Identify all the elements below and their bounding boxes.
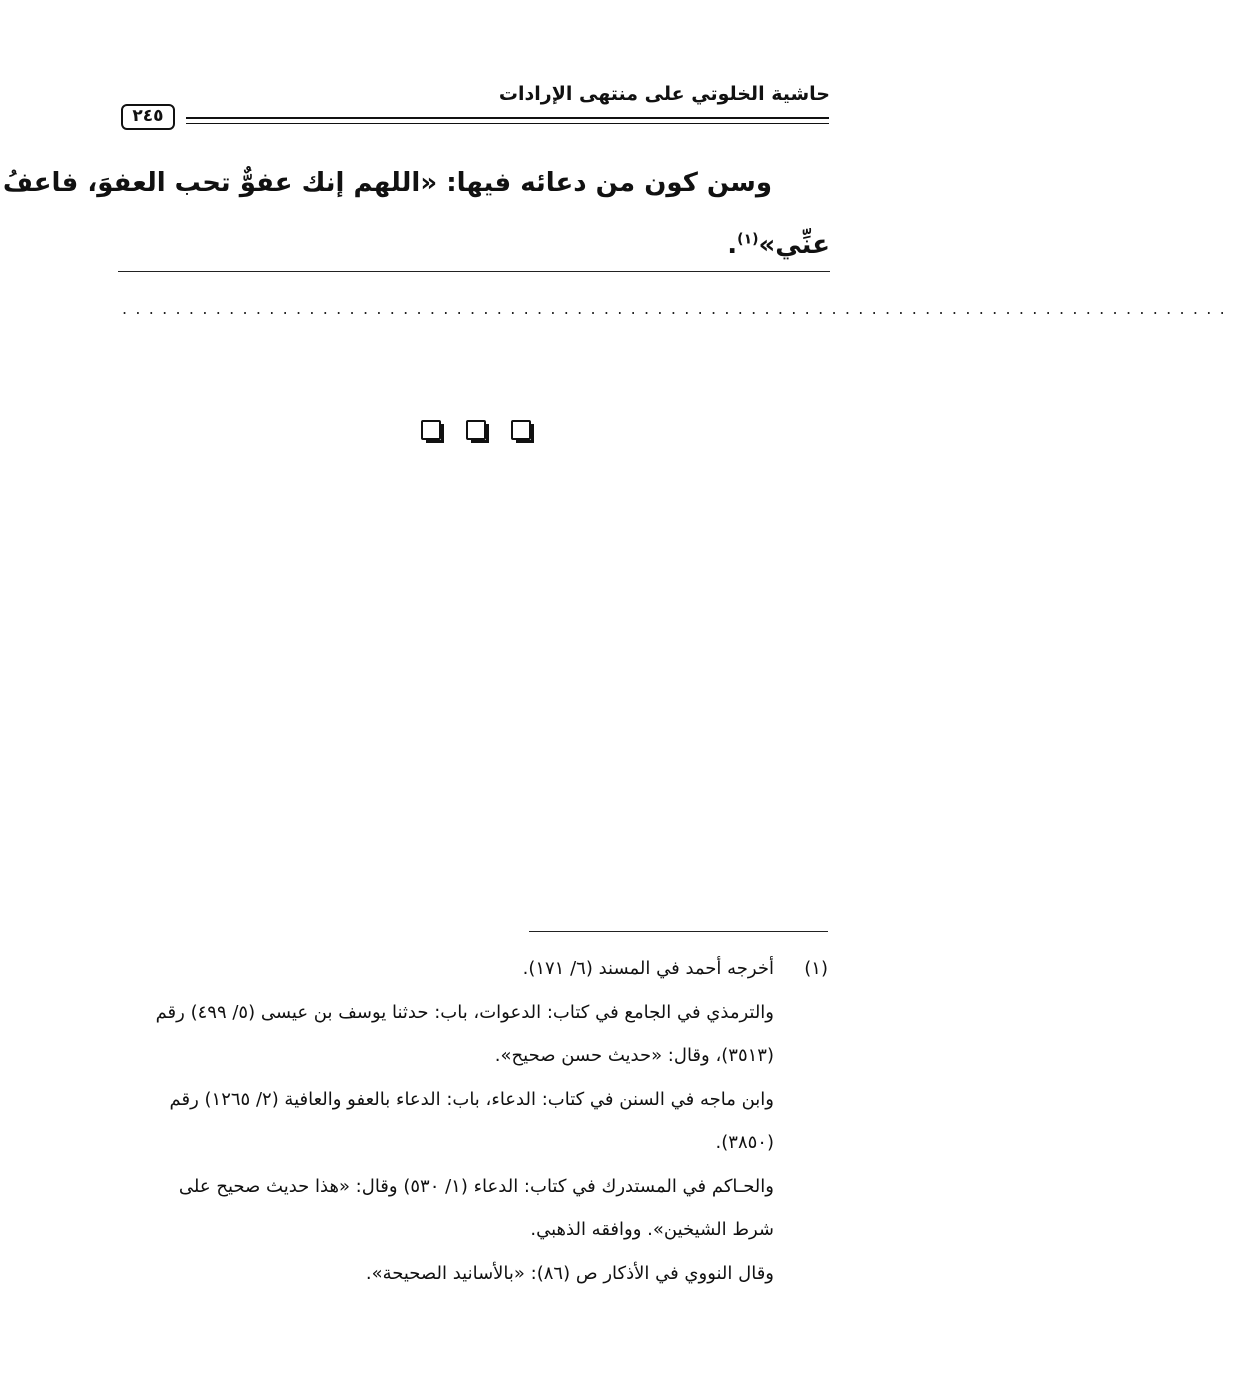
footnote-line: وابن ماجه في السنن في كتاب: الدعاء، باب: الدعاء بالعفو والعافية (٢/ ١٢٦٥) رقم (169, 1088, 774, 1110)
page-number: ٢٤٥ (121, 104, 175, 130)
footnote-marker[interactable]: (١) (737, 231, 759, 248)
footnotes (112, 947, 828, 1295)
dotted-separator: ................................................................................... (122, 299, 1233, 318)
footnote-line: أخرجه أحمد في المسند (٦/ ١٧١). (522, 958, 774, 979)
footnote-line: (٣٨٥٠). (715, 1132, 774, 1153)
body-rule (118, 271, 830, 272)
ornament-square-icon (421, 420, 441, 440)
section-end-ornament (421, 418, 531, 442)
footnote-line: والترمذي في الجامع في كتاب: الدعوات، باب: حدثنا يوسف بن عيسى (٥/ ٤٩٩) رقم (155, 1001, 774, 1023)
main-text-line-2 (110, 214, 830, 276)
ornament-square-icon (466, 420, 486, 440)
footnote-line: وقال النووي في الأذكار ص (٨٦): «بالأسانيد الصحيحة». (365, 1262, 774, 1284)
main-text-line-2-end: . (727, 230, 738, 260)
main-text (2, 152, 830, 276)
footnote-line: والحـاكم في المستدرك في كتاب: الدعاء (١/ ٥٣٠) وقال: «هذا حديث صحيح على (178, 1175, 774, 1197)
footnote-rule (529, 931, 828, 932)
main-text-line-2-text: عنِّي» (758, 230, 830, 260)
footnote-number: (١) (804, 958, 828, 979)
footnote-row (112, 947, 828, 991)
footnote-line: (٣٥١٣)، وقال: «حديث حسن صحيح». (494, 1045, 774, 1066)
running-title: حاشية الخلوتي على منتهى الإرادات (498, 83, 830, 105)
footnote-line: شرط الشيخين». ووافقه الذهبي. (530, 1219, 774, 1240)
main-text-line-1: وسن كون من دعائه فيها: «اللهم إنك عفوٌّ تحب العفوَ، فاعفُ (2, 168, 772, 198)
header-rule (186, 117, 829, 124)
ornament-square-icon (511, 420, 531, 440)
